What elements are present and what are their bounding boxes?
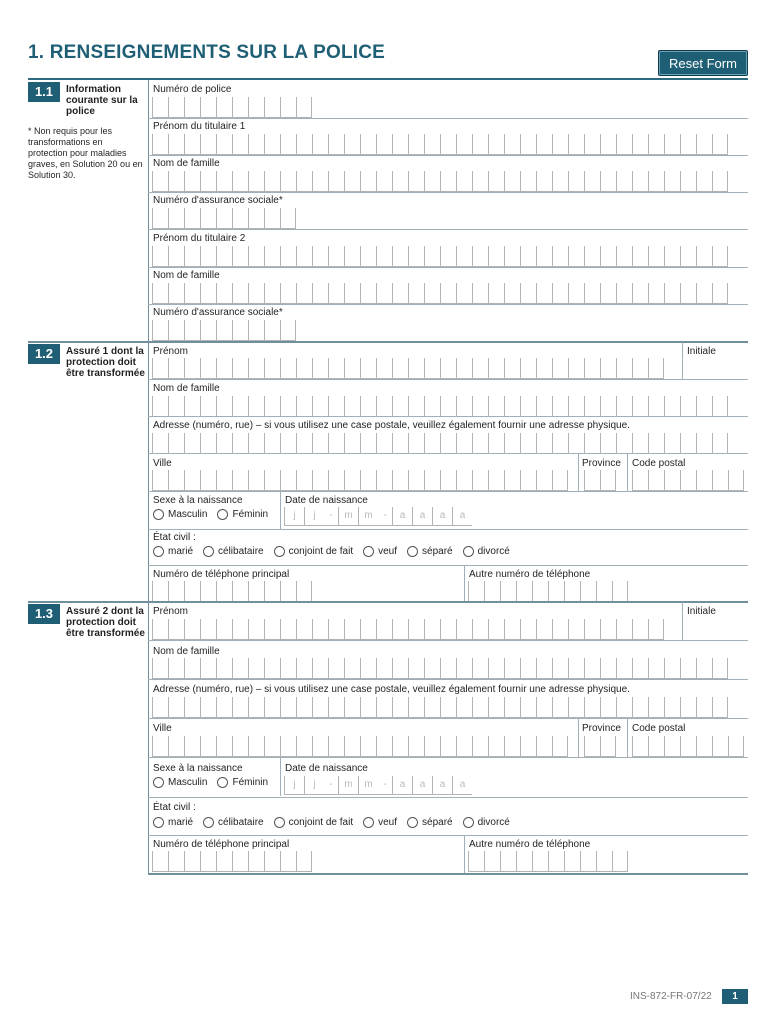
radio-circle-icon [407, 546, 418, 557]
initiale-divider [682, 342, 683, 380]
radio-label: séparé [422, 817, 453, 828]
label-nom: Nom de famille [153, 646, 220, 657]
label-etat-civil: État civil : [153, 802, 196, 813]
date-naissance-field[interactable] [284, 507, 472, 526]
radio-separe[interactable] [407, 817, 453, 828]
radio-veuf[interactable] [363, 546, 397, 557]
day-cell[interactable]: j [284, 507, 304, 525]
radio-circle-icon [363, 546, 374, 557]
prenom-field[interactable] [152, 358, 664, 379]
adresse-field[interactable] [152, 697, 728, 718]
divider [280, 758, 281, 796]
tel-principal-field[interactable] [152, 581, 312, 602]
radio-label: divorcé [477, 817, 510, 828]
divider [578, 719, 579, 757]
row-divider [148, 679, 748, 680]
ville-field[interactable] [152, 736, 568, 757]
section-number-1-3: 1.3 [28, 604, 60, 624]
radio-conjoint[interactable] [274, 817, 354, 828]
row-divider [148, 491, 748, 492]
row-divider [148, 640, 748, 641]
day-cell[interactable]: j [304, 776, 324, 794]
year-cell[interactable]: a [392, 507, 412, 525]
label-tel-principal: Numéro de téléphone principal [153, 839, 290, 850]
ville-field[interactable] [152, 470, 568, 491]
nom-field[interactable] [152, 396, 728, 417]
nom-titulaire-2-field[interactable] [152, 283, 728, 304]
label-province: Province [582, 458, 621, 469]
label-adresse: Adresse (numéro, rue) – si vous utilisez une case postale, veuillez également fournir une adresse physique. [153, 684, 630, 695]
row-divider [148, 718, 748, 719]
sexe-radio-group [153, 777, 278, 788]
radio-celibataire[interactable] [203, 546, 264, 557]
radio-circle-icon [153, 509, 164, 520]
year-cell[interactable]: a [432, 507, 452, 525]
label-ville: Ville [153, 723, 172, 734]
label-nas-2: Numéro d'assurance sociale* [153, 307, 283, 318]
row-divider [148, 267, 748, 268]
nom-field[interactable] [152, 658, 728, 679]
nom-titulaire-1-field[interactable] [152, 171, 728, 192]
row-divider [148, 835, 748, 836]
radio-label: divorcé [477, 546, 510, 557]
year-cell[interactable]: a [412, 776, 432, 794]
date-separator: - [329, 510, 333, 521]
row-divider [148, 416, 748, 417]
label-tel-autre: Autre numéro de téléphone [469, 569, 591, 580]
divider [464, 566, 465, 602]
radio-divorce[interactable] [463, 546, 510, 557]
label-ville: Ville [153, 458, 172, 469]
radio-label: Féminin [232, 777, 269, 788]
prenom-field[interactable] [152, 619, 664, 640]
row-divider [148, 118, 748, 119]
row-divider [148, 797, 748, 798]
radio-label: Masculin [168, 509, 208, 520]
year-cell[interactable]: a [392, 776, 412, 794]
label-prenom: Prénom [153, 346, 189, 357]
page-number: 1 [722, 989, 748, 1004]
radio-circle-icon [363, 817, 374, 828]
radio-separe[interactable] [407, 546, 453, 557]
radio-circle-icon [274, 546, 285, 557]
province-field[interactable] [584, 470, 616, 491]
label-date-naissance: Date de naissance [285, 495, 368, 506]
label-tel-principal: Numéro de téléphone principal [153, 569, 290, 580]
form-left-rule [148, 80, 149, 875]
radio-feminin[interactable] [217, 777, 268, 788]
section-note: * Non requis pour les transformations en protection pour maladies graves, en Solution 20 ou en Solution 30. [28, 126, 143, 180]
section-divider [148, 873, 748, 875]
radio-circle-icon [203, 546, 214, 557]
radio-veuf[interactable] [363, 817, 397, 828]
radio-label: séparé [422, 546, 453, 557]
label-initiale: Initiale [687, 346, 716, 357]
label-initiale: Initiale [687, 606, 716, 617]
sexe-radio-group [153, 509, 278, 520]
prenom-titulaire-1-field[interactable] [152, 134, 728, 155]
radio-label: célibataire [218, 546, 264, 557]
label-nas-1: Numéro d'assurance sociale* [153, 195, 283, 206]
section-divider [28, 601, 748, 603]
label-prenom: Prénom [153, 606, 189, 617]
police-number-field[interactable] [152, 97, 312, 118]
prenom-titulaire-2-field[interactable] [152, 246, 728, 267]
date-separator: - [383, 510, 387, 521]
radio-celibataire[interactable] [203, 817, 264, 828]
row-divider [148, 379, 748, 380]
label-province: Province [582, 723, 621, 734]
date-separator: - [329, 779, 333, 790]
divider [464, 836, 465, 874]
label-code-postal: Code postal [632, 723, 686, 734]
label-etat-civil: État civil : [153, 532, 196, 543]
adresse-field[interactable] [152, 433, 728, 454]
etat-civil-radio-group [153, 817, 520, 828]
year-cell[interactable]: a [432, 776, 452, 794]
radio-marie[interactable] [153, 546, 193, 557]
code-postal-field[interactable] [632, 736, 744, 757]
radio-circle-icon [217, 509, 228, 520]
radio-circle-icon [153, 546, 164, 557]
radio-circle-icon [153, 777, 164, 788]
tel-autre-field[interactable] [468, 581, 628, 602]
divider [578, 454, 579, 492]
nas-2-field[interactable] [152, 320, 296, 341]
tel-autre-field[interactable] [468, 851, 628, 872]
section-number-1-2: 1.2 [28, 344, 60, 364]
code-postal-field[interactable] [632, 470, 744, 491]
day-cell[interactable]: j [304, 507, 324, 525]
label-adresse: Adresse (numéro, rue) – si vous utilisez une case postale, veuillez également fournir une adresse physique. [153, 420, 630, 431]
page-title: 1. RENSEIGNEMENTS SUR LA POLICE [28, 42, 386, 63]
radio-label: veuf [378, 817, 398, 828]
label-date-naissance: Date de naissance [285, 763, 368, 774]
radio-label: Masculin [168, 777, 208, 788]
tel-principal-field[interactable] [152, 851, 312, 872]
etat-civil-radio-group [153, 546, 520, 557]
radio-feminin[interactable] [217, 509, 268, 520]
title-rule [28, 78, 748, 80]
province-field[interactable] [584, 736, 616, 757]
row-divider [148, 192, 748, 193]
radio-conjoint[interactable] [274, 546, 354, 557]
radio-label: conjoint de fait [288, 817, 354, 828]
label-prenom-titulaire-2: Prénom du titulaire 2 [153, 233, 246, 244]
radio-label: célibataire [218, 817, 264, 828]
radio-masculin[interactable] [153, 509, 207, 520]
radio-circle-icon [203, 817, 214, 828]
section-label-1-2: Assuré 1 dont la protection doit être transformée [66, 346, 145, 379]
nas-1-field[interactable] [152, 208, 296, 229]
radio-circle-icon [217, 777, 228, 788]
radio-label: veuf [378, 546, 398, 557]
row-divider [148, 565, 748, 566]
month-cell[interactable]: m [358, 507, 378, 525]
radio-label: marié [168, 817, 194, 828]
row-divider [148, 229, 748, 230]
label-nom-titulaire-2: Nom de famille [153, 270, 220, 281]
radio-circle-icon [463, 546, 474, 557]
radio-circle-icon [153, 817, 164, 828]
radio-label: marié [168, 546, 194, 557]
section-label-1-1: Information courante sur la police [66, 84, 138, 117]
divider [280, 492, 281, 529]
radio-marie[interactable] [153, 817, 193, 828]
label-prenom-titulaire-1: Prénom du titulaire 1 [153, 121, 246, 132]
initiale-divider [682, 602, 683, 640]
row-divider [148, 529, 748, 530]
radio-circle-icon [463, 817, 474, 828]
year-cell[interactable]: a [412, 507, 432, 525]
date-separator: - [383, 779, 387, 790]
radio-circle-icon [274, 817, 285, 828]
section-label-1-3: Assuré 2 dont la protection doit être transformée [66, 606, 145, 639]
divider [627, 719, 628, 757]
divider [627, 454, 628, 492]
month-cell[interactable]: m [358, 776, 378, 794]
section-divider [28, 341, 748, 343]
label-nom: Nom de famille [153, 383, 220, 394]
radio-circle-icon [407, 817, 418, 828]
day-cell[interactable]: j [284, 776, 304, 794]
label-sexe: Sexe à la naissance [153, 763, 243, 774]
label-nom-titulaire-1: Nom de famille [153, 158, 220, 169]
row-divider [148, 304, 748, 305]
month-cell[interactable]: m [338, 507, 358, 525]
date-naissance-field[interactable] [284, 776, 472, 795]
label-police-number: Numéro de police [153, 84, 232, 95]
year-cell[interactable]: a [452, 507, 472, 525]
row-divider [148, 757, 748, 758]
radio-divorce[interactable] [463, 817, 510, 828]
label-tel-autre: Autre numéro de téléphone [469, 839, 591, 850]
radio-label: conjoint de fait [288, 546, 354, 557]
label-code-postal: Code postal [632, 458, 686, 469]
radio-label: Féminin [232, 509, 269, 520]
row-divider [148, 155, 748, 156]
reset-form-button[interactable]: Reset Form [658, 50, 748, 76]
month-cell[interactable]: m [338, 776, 358, 794]
form-code: INS-872-FR-07/22 [630, 991, 712, 1002]
section-number-1-1: 1.1 [28, 82, 60, 102]
radio-masculin[interactable] [153, 777, 207, 788]
year-cell[interactable]: a [452, 776, 472, 794]
row-divider [148, 453, 748, 454]
label-sexe: Sexe à la naissance [153, 495, 243, 506]
